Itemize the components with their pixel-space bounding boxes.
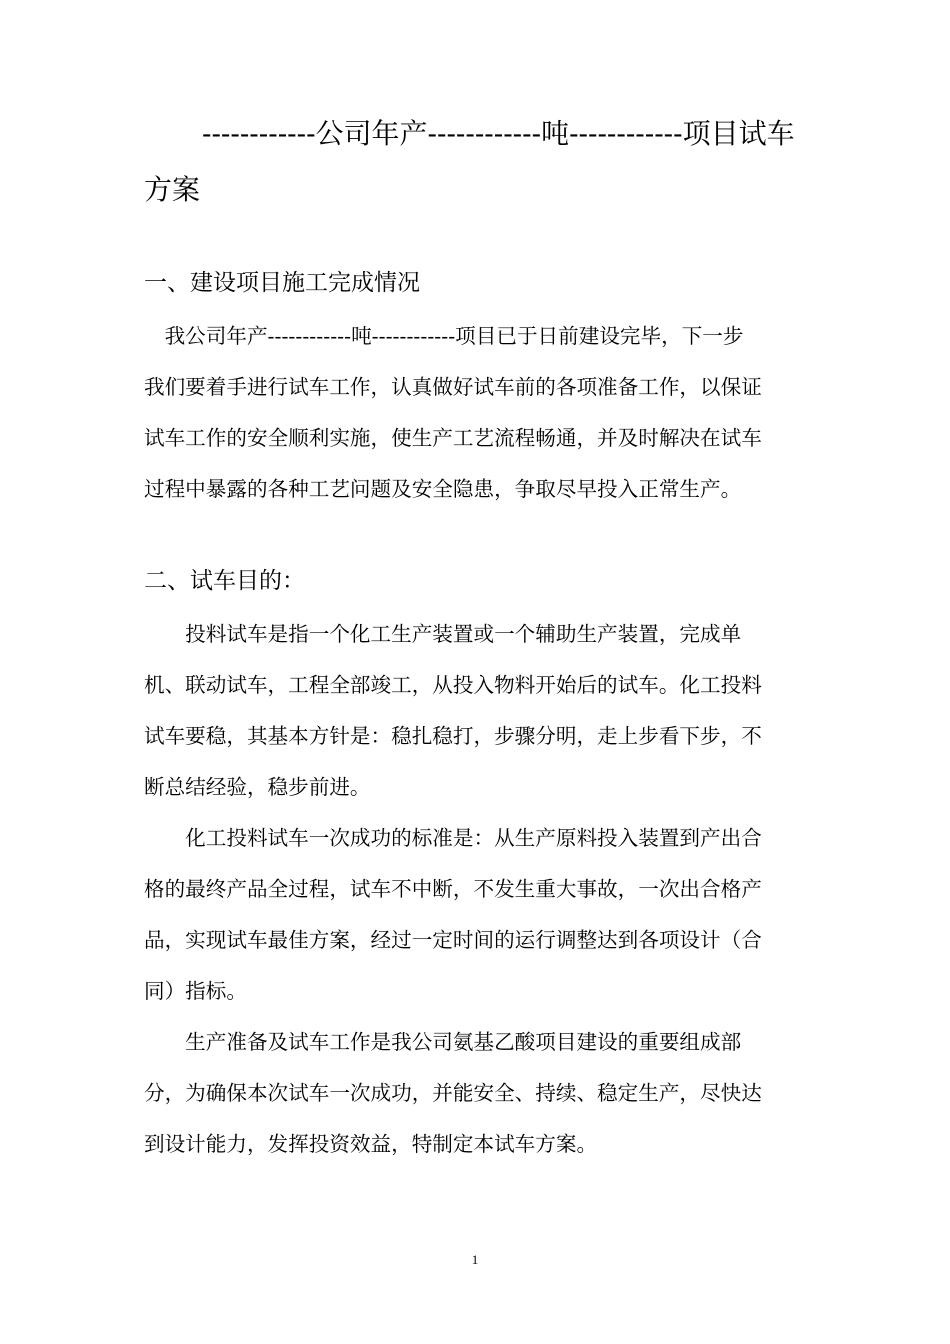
title-line-2: 方案 xyxy=(144,173,201,206)
paragraph-line: 试车要稳，其基本方针是：稳扎稳打，步骤分明，走上步看下步，不 xyxy=(144,724,762,748)
paragraph-line: 试车工作的安全顺利实施，使生产工艺流程畅通，并及时解决在试车 xyxy=(144,426,762,450)
page-number: 1 xyxy=(471,1252,479,1267)
paragraph-line: 品，实现试车最佳方案，经过一定时间的运行调整达到各项设计（合 xyxy=(144,928,762,952)
section-2-paragraph-2 xyxy=(144,813,820,1017)
paragraph-line: 格的最终产品全过程，试车不中断，不发生重大事故，一次出合格产 xyxy=(144,877,762,901)
paragraph-line: 机、联动试车，工程全部竣工，从投入物料开始后的试车。化工投料 xyxy=(144,673,762,697)
paragraph-line: 我公司年产------------吨------------项目已于日前建设完毕，下一步 xyxy=(144,324,744,348)
paragraph-line: 断总结经验，稳步前进。 xyxy=(144,775,371,799)
paragraph-line: 投料试车是指一个化工生产装置或一个辅助生产装置，完成单 xyxy=(144,622,742,646)
title-line-1: ------------公司年产------------吨------------项目试车 xyxy=(202,117,795,150)
paragraph-line: 生产准备及试车工作是我公司氨基乙酸项目建设的重要组成部 xyxy=(144,1030,742,1054)
section-2-heading: 二、试车目的： xyxy=(144,568,305,594)
section-2-paragraph-3 xyxy=(144,1017,820,1170)
paragraph-line: 化工投料试车一次成功的标准是：从生产原料投入装置到产出合 xyxy=(144,826,762,850)
paragraph-line: 我们要着手进行试车工作，认真做好试车前的各项准备工作，以保证 xyxy=(144,375,762,399)
section-1-heading: 一、建设项目施工完成情况 xyxy=(144,270,420,296)
document-title xyxy=(144,106,814,218)
paragraph-line: 过程中暴露的各种工艺问题及安全隐患，争取尽早投入正常生产。 xyxy=(144,477,742,501)
paragraph-line: 同）指标。 xyxy=(144,979,247,1003)
section-1-paragraph xyxy=(144,311,820,515)
paragraph-line: 分，为确保本次试车一次成功，并能安全、持续、稳定生产，尽快达 xyxy=(144,1081,762,1105)
paragraph-line: 到设计能力，发挥投资效益，特制定本试车方案。 xyxy=(144,1132,598,1156)
section-2-paragraph-1 xyxy=(144,609,820,813)
